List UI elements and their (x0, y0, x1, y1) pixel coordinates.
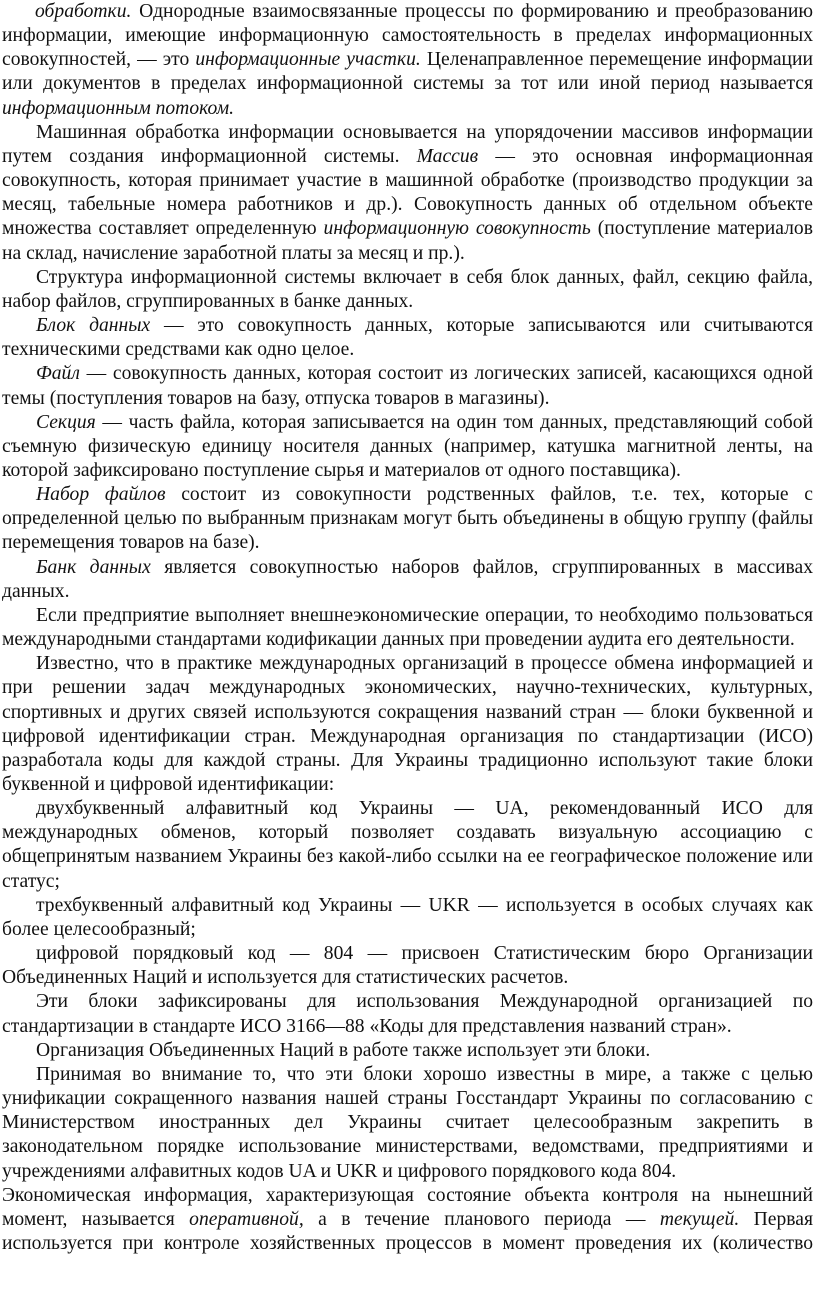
text-run: Структура информационной системы включает в себя блок данных, файл, секцию файла, набор файлов, сгруппированных в банке данных. (2, 266, 813, 312)
body-paragraph (2, 797, 813, 894)
text-run: а в течение планового периода — (303, 1208, 660, 1230)
text-run: цифровой порядковый код — 804 — присвоен Статистическим бюро Организации Объединенных Наций и используется для статистических расчетов. (2, 943, 813, 989)
body-paragraph (2, 483, 813, 555)
text-run: Организация Объединенных Наций в работе также использует эти блоки. (36, 1039, 651, 1061)
text-run: Эти блоки зафиксированы для использования Международной организацией по стандартизации в стандарте ИСО 3166—88 «Коды для представления названий стран». (2, 991, 813, 1037)
body-paragraph (2, 942, 813, 990)
text-run: — это основная информационная совокупность, которая принимает участие в машинной обработке (производство продукции за месяц, табельные номера работников и др.). Совокупность данных об отдельном объекте множества составляет определенную (2, 145, 813, 240)
text-run: Первая используется при контроле хозяйственных процессов в момент проведения их (количество (2, 1208, 814, 1254)
text-run: Если предприятие выполняет внешнеэкономические операции, то необходимо пользоваться международными стандартами кодификации данных при проведении аудита его деятельности. (2, 604, 813, 651)
body-paragraph (2, 0, 813, 121)
italic-term: информационным потоком. (2, 97, 235, 119)
italic-term: Секция (36, 411, 96, 433)
text-run: Целенаправленное перемещение информации или документов в пределах информационной системы за тот или иной период называется (2, 49, 814, 95)
body-paragraph (2, 894, 813, 942)
body-paragraph (2, 990, 813, 1038)
text-run: двухбуквенный алфавитный код Украины — UA, рекомендованный ИСО для международных обменов, который позволяет создавать визуальную ассоциацию с общепринятым названием Украины без какой-либо ссылки на ее географическое положение или статус; (2, 798, 813, 892)
body-paragraph (2, 266, 813, 314)
text-run: Однородные взаимосвязанные процессы по формированию и преобразованию информации, имеющие информационную самостоятельность в пределах информационных совокупностей, — это (2, 1, 813, 71)
italic-term: информационные участки. (195, 49, 421, 71)
text-run: Принимая во внимание то, что эти блоки хорошо известны в мире, а также с целью унификации сокращенного названия нашей страны Госстандарт Украины по согласованию с Министерством иностранных дел Украины считает целесообразным закрепить в законодательном порядке использование министерствами, ведомствами, предприятиями и учреждениями алфавитных кодов UA и UKR и цифрового порядкового кода 804. (2, 1063, 813, 1182)
italic-term: обработки. (35, 1, 132, 22)
italic-term: оперативной, (189, 1208, 304, 1230)
italic-term: Набор файлов (36, 484, 166, 506)
body-paragraph (2, 314, 813, 362)
body-paragraph (2, 604, 813, 652)
italic-term: Блок данных (36, 315, 151, 337)
text-run: трехбуквенный алфавитный код Украины — UKR — используется в особых случаях как более целесообразный; (2, 894, 813, 940)
body-paragraph (2, 556, 813, 604)
text-run: является совокупностью наборов файлов, сгруппированных в массивах данных. (2, 556, 813, 602)
text-run: состоит из совокупности родственных файлов, т.е. тех, которые с определенной целью по выбранным признакам могут быть объединены в общую группу (файлы перемещения товаров на базе). (2, 484, 814, 554)
text-run: Экономическая информация, характеризующая состояние объекта контроля на нынешний момент, называется (2, 1184, 813, 1230)
text-run: Известно, что в практике международных организаций в процессе обмена информацией и при решении задач международных экономических, научно-технических, культурных, спортивных и других связей используются сокращения названий стран — блоки буквенной и цифровой идентификации стран. Международная организация по стандартизации (ИСО) разработала коды для каждой страны. Для Украины традиционно используют такие блоки буквенной и цифровой идентификации: (2, 653, 813, 795)
text-run: Машинная обработка информации основывается на упорядочении массивов информации путем создания информационной системы. (2, 121, 813, 167)
text-run: — это совокупность данных, которые записываются или считываются техническими средствами как одно целое. (2, 315, 813, 361)
text-run: — часть файла, которая записывается на один том данных, представляющий собой съемную физическую единицу носителя данных (например, катушка магнитной ленты, на которой зафиксировано поступление сырья и материалов от одного поставщика). (2, 411, 813, 481)
body-paragraph (2, 362, 813, 410)
body-paragraph (2, 1184, 813, 1256)
body-paragraph (2, 411, 813, 483)
body-paragraph (2, 1063, 813, 1184)
text-run: — совокупность данных, которая состоит из логических записей, касающихся одной темы (поступления товаров на базу, отпуска товаров в магазины). (2, 363, 813, 409)
body-paragraph (2, 652, 813, 797)
italic-term: информационную совокупность (323, 218, 591, 240)
text-run: (поступление материалов на склад, начисление заработной платы за месяц и пр.). (2, 218, 813, 264)
body-paragraph (2, 121, 813, 266)
body-paragraph (2, 1039, 813, 1063)
italic-term: Файл (36, 363, 80, 385)
italic-term: Банк данных (36, 556, 151, 578)
italic-term: текущей. (659, 1208, 740, 1230)
italic-term: Массив (416, 145, 479, 167)
